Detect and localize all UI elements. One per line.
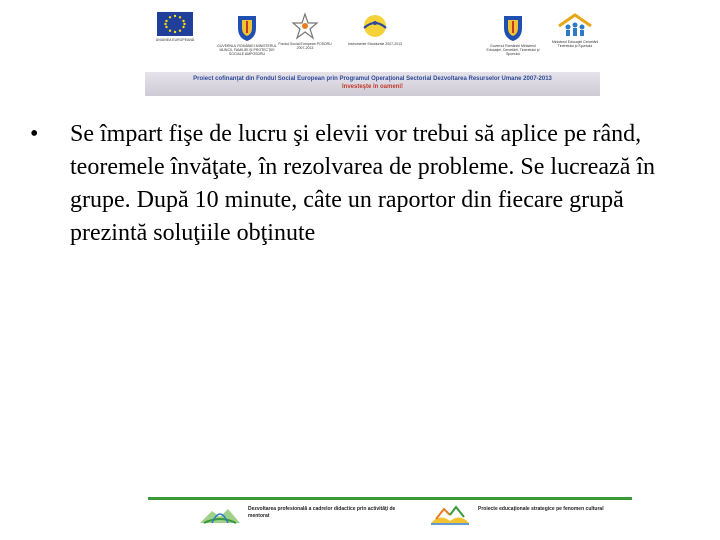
footer-item-proiecte xyxy=(428,503,628,529)
bullet-item xyxy=(30,118,690,250)
eu-flag-icon xyxy=(157,12,193,36)
book-leaf-icon xyxy=(198,503,242,527)
ribbon-line-2: Investeşte în oameni! xyxy=(341,84,404,90)
house-logo xyxy=(545,12,605,48)
eu-logo xyxy=(145,12,205,42)
logo-caption: Guvernul României Ministerul Educaţiei, Cercetării, Tineretului şi Sportului xyxy=(486,44,540,56)
logo-caption: Ministerul Educaţiei Cercetării Tineretului şi Sportului xyxy=(551,40,599,48)
header-banner xyxy=(145,12,600,96)
instrumente-logo xyxy=(345,12,405,46)
logo-caption: UNIUNEA EUROPEANĂ xyxy=(155,38,195,42)
logo-caption: GUVERNUL ROMÂNIEI MINISTERUL MUNCII, FAMILIEI ŞI PROTECŢIEI SOCIALE AMPOSDRU xyxy=(217,44,277,56)
ribbon-line-1: Proiect cofinanţat din Fondul Social European prin Programul Operaţional Sectorial Dezvoltarea Resurselor Umane 2007-2013 xyxy=(193,76,552,82)
logos-row xyxy=(145,12,600,70)
instrumente-structurale-icon xyxy=(359,12,391,40)
house-people-icon xyxy=(555,12,595,38)
bullet-text: Se împart fişe de lucru şi elevii vor trebui să aplice pe rând, teoremele învăţate, în rezolvarea de probleme. Se lucrează în grupe. După 10 minute, câte un raportor din fiecare grupă prezintă soluţiile obţinute xyxy=(70,121,656,246)
footer-text: Dezvoltarea profesională a cadrelor didactice prin activităţi de mentorat xyxy=(248,506,396,519)
ministry-logo xyxy=(483,12,543,56)
open-book-icon xyxy=(428,503,472,527)
ministry-coat-of-arms-icon xyxy=(501,12,525,42)
romania-logo xyxy=(217,12,277,56)
project-ribbon xyxy=(145,72,600,96)
logo-caption: Fondul Social European POSDRU 2007-2013 xyxy=(278,42,332,50)
romania-coat-of-arms-icon xyxy=(235,12,259,42)
footer-item-mentorat xyxy=(198,503,398,529)
footer-divider xyxy=(148,497,632,500)
bullet-dot: • xyxy=(30,121,39,147)
fse-logo xyxy=(275,12,335,50)
footer-text: Proiecte educaţionale strategice pe fenomen cultural xyxy=(478,506,604,512)
fse-star-icon xyxy=(290,12,320,40)
slide-content xyxy=(30,118,690,250)
logo-caption: Instrumente Structurale 2007-2013 xyxy=(347,42,403,46)
